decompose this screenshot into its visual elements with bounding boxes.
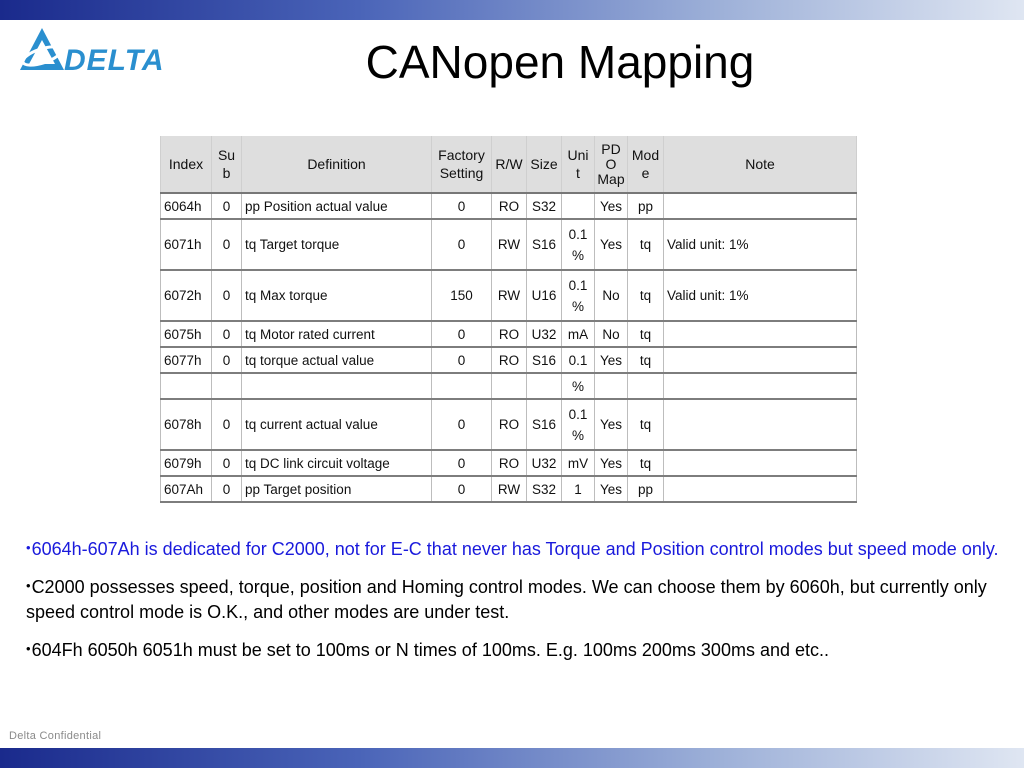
cell-mode: tq <box>628 399 664 450</box>
cell-unit: mA <box>562 321 595 347</box>
cell-sub: 0 <box>212 219 242 270</box>
cell-mode: tq <box>628 321 664 347</box>
cell-size: U16 <box>527 270 562 321</box>
cell-mode <box>628 373 664 399</box>
table-row <box>161 399 857 450</box>
cell-unit: 0.1 % <box>562 270 595 321</box>
cell-definition: tq DC link circuit voltage <box>242 450 432 476</box>
cell-mode: tq <box>628 219 664 270</box>
cell-size: S32 <box>527 476 562 502</box>
cell-definition <box>242 373 432 399</box>
table-row <box>161 321 857 347</box>
cell-unit: 0.1 <box>562 347 595 373</box>
cell-rw: RO <box>492 193 527 219</box>
bullet-notes <box>26 535 1001 674</box>
cell-size: U32 <box>527 450 562 476</box>
cell-sub: 0 <box>212 321 242 347</box>
cell-rw: RO <box>492 450 527 476</box>
header-pdo-map: PD O Map <box>595 136 628 193</box>
cell-pdo: Yes <box>595 219 628 270</box>
cell-note: Valid unit: 1% <box>664 270 857 321</box>
cell-factory <box>432 373 492 399</box>
cell-index: 6072h <box>161 270 212 321</box>
header-sub: Su b <box>212 136 242 193</box>
table-row <box>161 450 857 476</box>
svg-text:DELTA: DELTA <box>64 44 165 77</box>
footer-confidential: Delta Confidential <box>9 730 102 742</box>
cell-rw: RW <box>492 219 527 270</box>
header-definition: Definition <box>242 136 432 193</box>
cell-pdo: Yes <box>595 399 628 450</box>
cell-unit: mV <box>562 450 595 476</box>
cell-definition: tq current actual value <box>242 399 432 450</box>
cell-index: 6079h <box>161 450 212 476</box>
cell-index: 6075h <box>161 321 212 347</box>
cell-note <box>664 399 857 450</box>
cell-sub: 0 <box>212 193 242 219</box>
cell-mode: tq <box>628 270 664 321</box>
cell-definition: tq Target torque <box>242 219 432 270</box>
cell-mode: tq <box>628 450 664 476</box>
cell-index: 6077h <box>161 347 212 373</box>
cell-note <box>664 450 857 476</box>
table-row <box>161 347 857 373</box>
table-row <box>161 219 857 270</box>
table-row <box>161 193 857 219</box>
cell-size: S32 <box>527 193 562 219</box>
cell-index: 6078h <box>161 399 212 450</box>
cell-size: U32 <box>527 321 562 347</box>
cell-rw: RO <box>492 399 527 450</box>
cell-factory: 0 <box>432 321 492 347</box>
cell-definition: pp Position actual value <box>242 193 432 219</box>
cell-pdo: Yes <box>595 476 628 502</box>
cell-unit: 0.1 % <box>562 219 595 270</box>
cell-note <box>664 347 857 373</box>
cell-pdo <box>595 373 628 399</box>
header-mode: Mod e <box>628 136 664 193</box>
bullet-item: •C2000 possesses speed, torque, position and Homing control modes. We can choose them by 6060h, but currently only speed control mode is O.K., and other modes are under test. <box>26 577 987 622</box>
cell-unit: 1 <box>562 476 595 502</box>
cell-size: S16 <box>527 347 562 373</box>
cell-sub: 0 <box>212 399 242 450</box>
cell-note <box>664 373 857 399</box>
cell-definition: tq Max torque <box>242 270 432 321</box>
cell-unit: % <box>562 373 595 399</box>
cell-sub: 0 <box>212 450 242 476</box>
cell-index <box>161 373 212 399</box>
header-note: Note <box>664 136 857 193</box>
cell-rw <box>492 373 527 399</box>
cell-rw: RO <box>492 347 527 373</box>
cell-index: 6071h <box>161 219 212 270</box>
cell-unit <box>562 193 595 219</box>
cell-note <box>664 321 857 347</box>
cell-size <box>527 373 562 399</box>
canopen-mapping-table <box>160 136 857 503</box>
bullet-item: •6064h-607Ah is dedicated for C2000, not for E-C that never has Torque and Position control modes but speed mode only. <box>26 539 999 559</box>
cell-pdo: Yes <box>595 450 628 476</box>
bullet-item: •604Fh 6050h 6051h must be set to 100ms or N times of 100ms. E.g. 100ms 200ms 300ms and etc.. <box>26 640 829 660</box>
cell-factory: 150 <box>432 270 492 321</box>
header-size: Size <box>527 136 562 193</box>
cell-unit: 0.1 % <box>562 399 595 450</box>
header-rw: R/W <box>492 136 527 193</box>
top-gradient-bar <box>0 0 1024 20</box>
header-index: Index <box>161 136 212 193</box>
slide-title: CANopen Mapping <box>365 36 755 88</box>
cell-note <box>664 193 857 219</box>
table-row <box>161 476 857 502</box>
cell-mode: pp <box>628 476 664 502</box>
cell-sub: 0 <box>212 476 242 502</box>
cell-size: S16 <box>527 219 562 270</box>
bottom-gradient-bar <box>0 748 1024 768</box>
header-unit: Uni t <box>562 136 595 193</box>
cell-factory: 0 <box>432 219 492 270</box>
cell-sub <box>212 373 242 399</box>
cell-factory: 0 <box>432 399 492 450</box>
cell-index: 607Ah <box>161 476 212 502</box>
cell-sub: 0 <box>212 347 242 373</box>
cell-rw: RW <box>492 270 527 321</box>
cell-note <box>664 476 857 502</box>
cell-definition: tq torque actual value <box>242 347 432 373</box>
cell-rw: RO <box>492 321 527 347</box>
cell-pdo: Yes <box>595 347 628 373</box>
cell-sub: 0 <box>212 270 242 321</box>
table-row <box>161 373 857 399</box>
cell-pdo: Yes <box>595 193 628 219</box>
cell-mode: tq <box>628 347 664 373</box>
cell-index: 6064h <box>161 193 212 219</box>
cell-pdo: No <box>595 321 628 347</box>
cell-factory: 0 <box>432 476 492 502</box>
cell-rw: RW <box>492 476 527 502</box>
cell-size: S16 <box>527 399 562 450</box>
cell-definition: pp Target position <box>242 476 432 502</box>
cell-pdo: No <box>595 270 628 321</box>
header-factory-setting: Factory Setting <box>432 136 492 193</box>
cell-factory: 0 <box>432 450 492 476</box>
cell-factory: 0 <box>432 193 492 219</box>
cell-definition: tq Motor rated current <box>242 321 432 347</box>
table-row <box>161 270 857 321</box>
cell-factory: 0 <box>432 347 492 373</box>
table-header-row <box>161 136 857 193</box>
cell-mode: pp <box>628 193 664 219</box>
cell-note: Valid unit: 1% <box>664 219 857 270</box>
